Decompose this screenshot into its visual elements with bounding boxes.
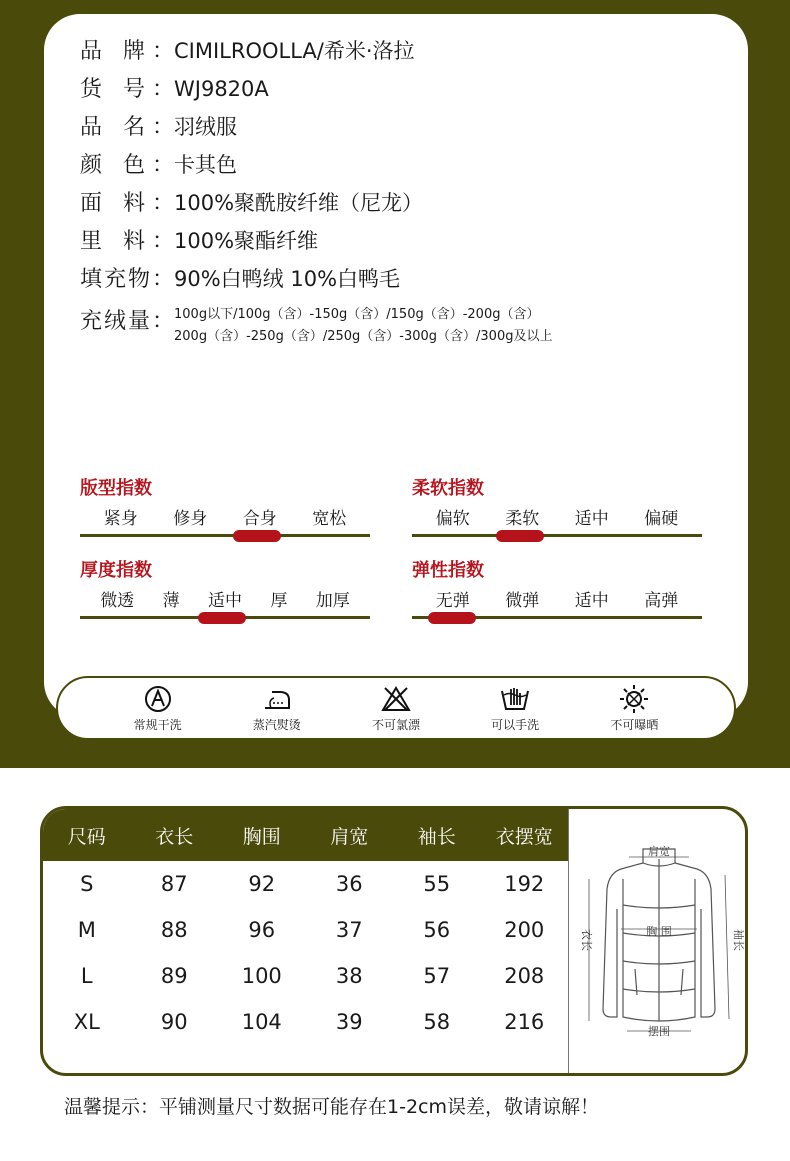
index-option: 适中 (574, 509, 609, 529)
table-cell: 96 (248, 918, 276, 942)
index-option: 修身 (173, 509, 208, 529)
spec-row-name (80, 110, 552, 148)
index-selected-marker (428, 612, 476, 624)
table-row (43, 861, 568, 907)
table-cell: L (80, 964, 93, 988)
index-labels (80, 586, 370, 611)
table-row (43, 953, 568, 999)
fit-index (80, 474, 370, 530)
spec-value: 卡其色 (174, 153, 237, 177)
elasticity-index (412, 556, 702, 612)
index-option: 高弹 (644, 591, 679, 611)
spec-value-line1: 100g以下/100g（含）-150g（含）/150g（含）-200g（含） (174, 307, 540, 322)
header-cell: 尺码 (67, 825, 106, 848)
care-item-no-sun (589, 684, 679, 733)
table-cell: 55 (423, 872, 451, 896)
spec-value: 90%白鸭绒 10%白鸭毛 (174, 267, 401, 291)
size-table (43, 809, 568, 1045)
sleeve-label: 袖长 (732, 929, 745, 951)
care-item-hand-wash (470, 684, 560, 733)
measurement-tip: 温馨提示：平铺测量尺寸数据可能存在1-2cm误差，敬请谅解！ (64, 1096, 599, 1118)
index-selected-marker (233, 530, 281, 542)
size-chart-card (40, 806, 748, 1076)
index-option: 柔软 (505, 509, 540, 529)
index-scale (80, 504, 370, 530)
size-table-header (43, 809, 568, 861)
care-label: 不可氯漂 (371, 717, 420, 732)
index-option: 厚 (270, 591, 288, 611)
table-cell: S (80, 872, 94, 896)
spec-key: 货 号： (80, 77, 174, 102)
care-item-no-bleach (351, 684, 441, 733)
spec-key: 品 牌： (80, 39, 174, 64)
spec-row-lining (80, 224, 552, 262)
index-option: 加厚 (315, 591, 350, 611)
index-scale (412, 504, 702, 530)
index-selected-marker (198, 612, 246, 624)
softness-index (412, 474, 702, 530)
index-option: 偏硬 (644, 509, 679, 529)
table-cell: XL (73, 1010, 100, 1034)
no-sun-dry-icon (619, 684, 649, 714)
spec-value: 100%聚酰胺纤维（尼龙） (174, 191, 424, 215)
care-label: 可以手洗 (491, 717, 540, 732)
index-option: 适中 (574, 591, 609, 611)
spec-key: 里 料： (80, 229, 174, 254)
spec-value: CIMILROOLLA/希米·洛拉 (174, 39, 415, 63)
header-cell: 袖长 (417, 825, 456, 848)
spec-row-filling (80, 262, 552, 300)
thickness-index (80, 556, 370, 612)
spec-row-color (80, 148, 552, 186)
table-cell: 88 (160, 918, 188, 942)
spec-value-line2: 200g（含）-250g（含）/250g（含）-300g（含）/300g及以上 (174, 329, 553, 344)
spec-value: 100%聚酯纤维 (174, 229, 319, 253)
chest-label: 胸 围 (646, 925, 672, 938)
table-cell: 38 (335, 964, 363, 988)
table-row (43, 907, 568, 953)
index-option: 适中 (207, 591, 242, 611)
table-cell: 87 (160, 872, 188, 896)
index-title: 厚度指数 (80, 560, 152, 581)
spec-value: 羽绒服 (174, 115, 237, 139)
care-instructions-bar (56, 676, 736, 740)
care-item-steam-iron (232, 684, 322, 733)
table-cell: 92 (248, 872, 276, 896)
care-label: 蒸汽熨烫 (252, 717, 301, 732)
spec-value: WJ9820A (174, 77, 269, 101)
table-cell: 57 (423, 964, 451, 988)
spec-list (80, 34, 552, 348)
table-cell: 39 (335, 1010, 363, 1034)
fill-weight-values (174, 304, 552, 348)
table-cell: 208 (504, 964, 545, 988)
index-option: 微弹 (505, 591, 540, 611)
shoulder-label: 肩宽 (648, 845, 670, 858)
spec-key: 填充物： (80, 267, 174, 292)
spec-row-fill-weight (80, 300, 552, 348)
spec-key: 颜 色： (80, 153, 174, 178)
product-info-card (44, 14, 748, 718)
care-label: 不可曝晒 (610, 717, 659, 732)
index-scale (80, 586, 370, 612)
table-cell: 36 (335, 872, 363, 896)
header-cell: 肩宽 (330, 825, 369, 848)
index-title: 版型指数 (80, 478, 152, 499)
index-option: 紧身 (103, 509, 138, 529)
index-option: 薄 (162, 591, 180, 611)
table-cell: 216 (504, 1010, 545, 1034)
table-cell: 104 (241, 1010, 282, 1034)
jacket-diagram-icon (569, 809, 748, 1073)
spec-key: 充绒量： (80, 309, 174, 334)
hem-label: 摆围 (648, 1025, 670, 1038)
table-cell: 37 (335, 918, 363, 942)
index-title: 柔软指数 (412, 478, 484, 499)
wash-a-icon (143, 684, 173, 714)
table-cell: 58 (423, 1010, 451, 1034)
spec-key: 品 名： (80, 115, 174, 140)
table-cell: 56 (423, 918, 451, 942)
spec-row-sku (80, 72, 552, 110)
index-labels (412, 504, 702, 529)
index-option: 合身 (242, 509, 277, 529)
index-option: 无弹 (435, 591, 470, 611)
index-selected-marker (496, 530, 544, 542)
index-line (80, 534, 370, 537)
spec-row-brand (80, 34, 552, 72)
index-labels (80, 504, 370, 529)
steam-iron-icon (262, 684, 292, 714)
jacket-measurement-diagram (568, 809, 748, 1073)
index-labels (412, 586, 702, 611)
length-label: 衣长 (580, 929, 593, 951)
index-option: 微透 (100, 591, 135, 611)
table-cell: 192 (504, 872, 545, 896)
table-cell: 89 (160, 964, 188, 988)
header-cell: 衣长 (155, 825, 194, 848)
index-title: 弹性指数 (412, 560, 484, 581)
table-cell: 90 (160, 1010, 188, 1034)
index-scale (412, 586, 702, 612)
hand-wash-icon (500, 684, 530, 714)
header-cell: 衣摆宽 (495, 825, 553, 848)
spec-key: 面 料： (80, 191, 174, 216)
no-bleach-icon (381, 684, 411, 714)
index-line (412, 534, 702, 537)
table-cell: 200 (504, 918, 545, 942)
header-cell: 胸围 (242, 825, 281, 848)
care-label: 常规干洗 (133, 717, 182, 732)
index-option: 偏软 (435, 509, 470, 529)
table-row (43, 999, 568, 1045)
care-item-dry-clean (113, 684, 203, 733)
index-option: 宽松 (312, 509, 347, 529)
table-cell: M (77, 918, 96, 942)
table-cell: 100 (241, 964, 282, 988)
spec-row-shell (80, 186, 552, 224)
